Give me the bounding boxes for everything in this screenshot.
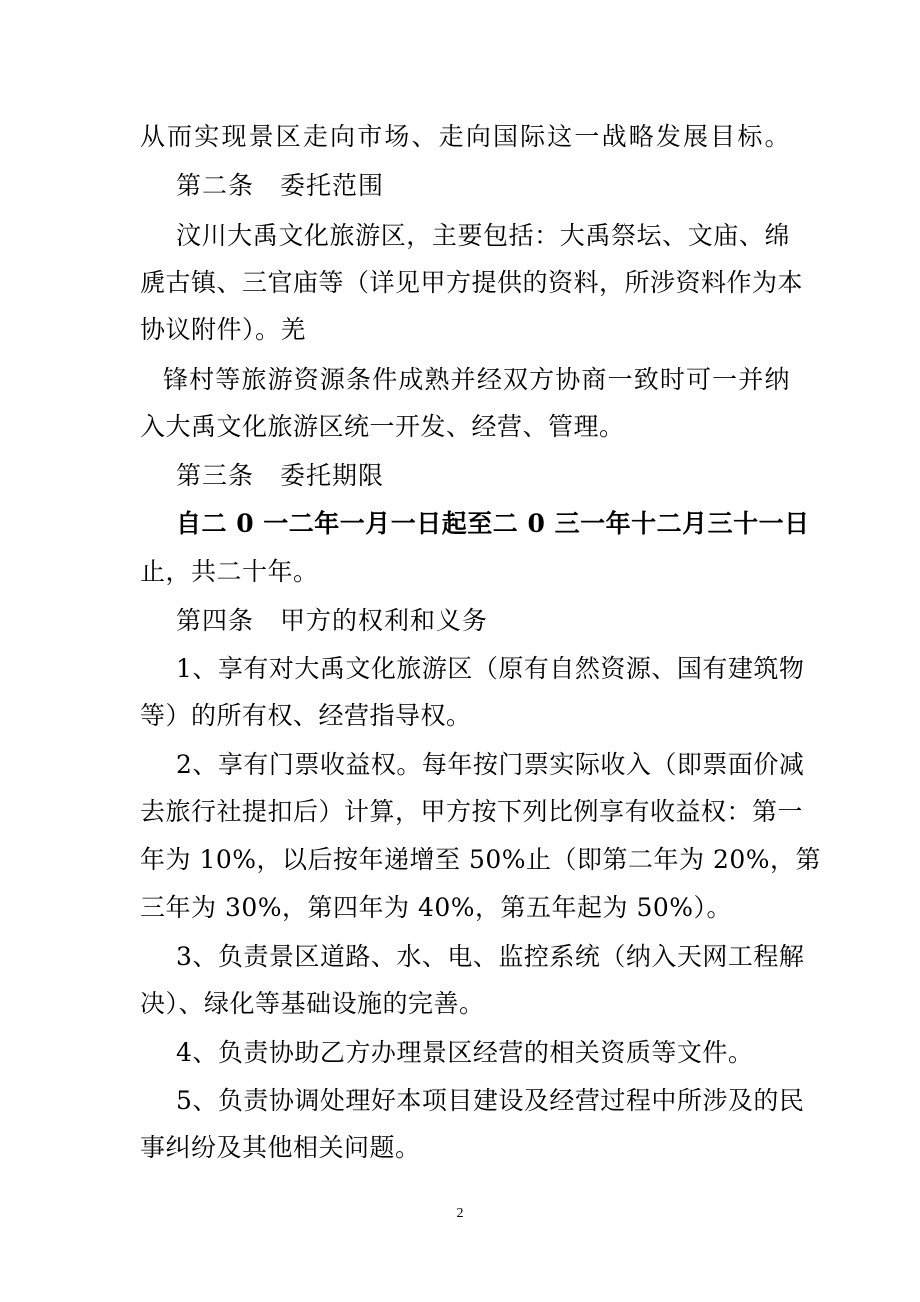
paragraph-line: 止，共二十年。 bbox=[140, 557, 319, 586]
paragraph-line: 虒古镇、三官庙等（详见甲方提供的资料，所涉资料作为本 bbox=[140, 268, 804, 297]
paragraph-line: 3、负责景区道路、水、电、监控系统（纳入天网工程解 bbox=[176, 942, 805, 971]
paragraph-line: 从而实现景区走向市场、走向国际这一战略发展目标。 bbox=[140, 122, 790, 151]
paragraph-line: 入大禹文化旅游区统一开发、经营、管理。 bbox=[140, 412, 625, 441]
paragraph-line: 2、享有门票收益权。每年按门票实际收入（即票面价减 bbox=[176, 750, 805, 779]
paragraph-line: 锋村等旅游资源条件成熟并经双方协商一致时可一并纳 bbox=[163, 365, 790, 394]
paragraph-line: 事纠纷及其他相关问题。 bbox=[140, 1133, 421, 1162]
paragraph-line: 协议附件）。羌 bbox=[140, 315, 307, 344]
paragraph-line: 年为 10%，以后按年递增至 50%止（即第二年为 20%，第 bbox=[140, 845, 822, 874]
paragraph-line: 决）、绿化等基础设施的完善。 bbox=[140, 989, 485, 1018]
paragraph-line: 去旅行社提扣后）计算，甲方按下列比例享有收益权：第一 bbox=[140, 797, 804, 826]
paragraph-line: 等）的所有权、经营指导权。 bbox=[140, 701, 472, 730]
paragraph-line: 4、负责协助乙方办理景区经营的相关资质等文件。 bbox=[176, 1038, 754, 1067]
paragraph-line: 三年为 30%，第四年为 40%，第五年起为 50%）。 bbox=[140, 893, 733, 922]
article-heading: 第三条 委托期限 bbox=[176, 461, 385, 490]
paragraph-line: 汶川大禹文化旅游区，主要包括：大禹祭坛、文庙、绵 bbox=[176, 221, 790, 250]
paragraph-line: 1、享有对大禹文化旅游区（原有自然资源、国有建筑物 bbox=[176, 654, 805, 683]
paragraph-line: 自二 0 一二年一月一日起至二 0 三一年十二月三十一日 bbox=[176, 509, 810, 538]
article-heading: 第二条 委托范围 bbox=[176, 171, 385, 200]
paragraph-line: 5、负责协调处理好本项目建设及经营过程中所涉及的民 bbox=[176, 1086, 805, 1115]
page-number: 2 bbox=[456, 1206, 464, 1221]
article-heading: 第四条 甲方的权利和义务 bbox=[176, 606, 489, 635]
